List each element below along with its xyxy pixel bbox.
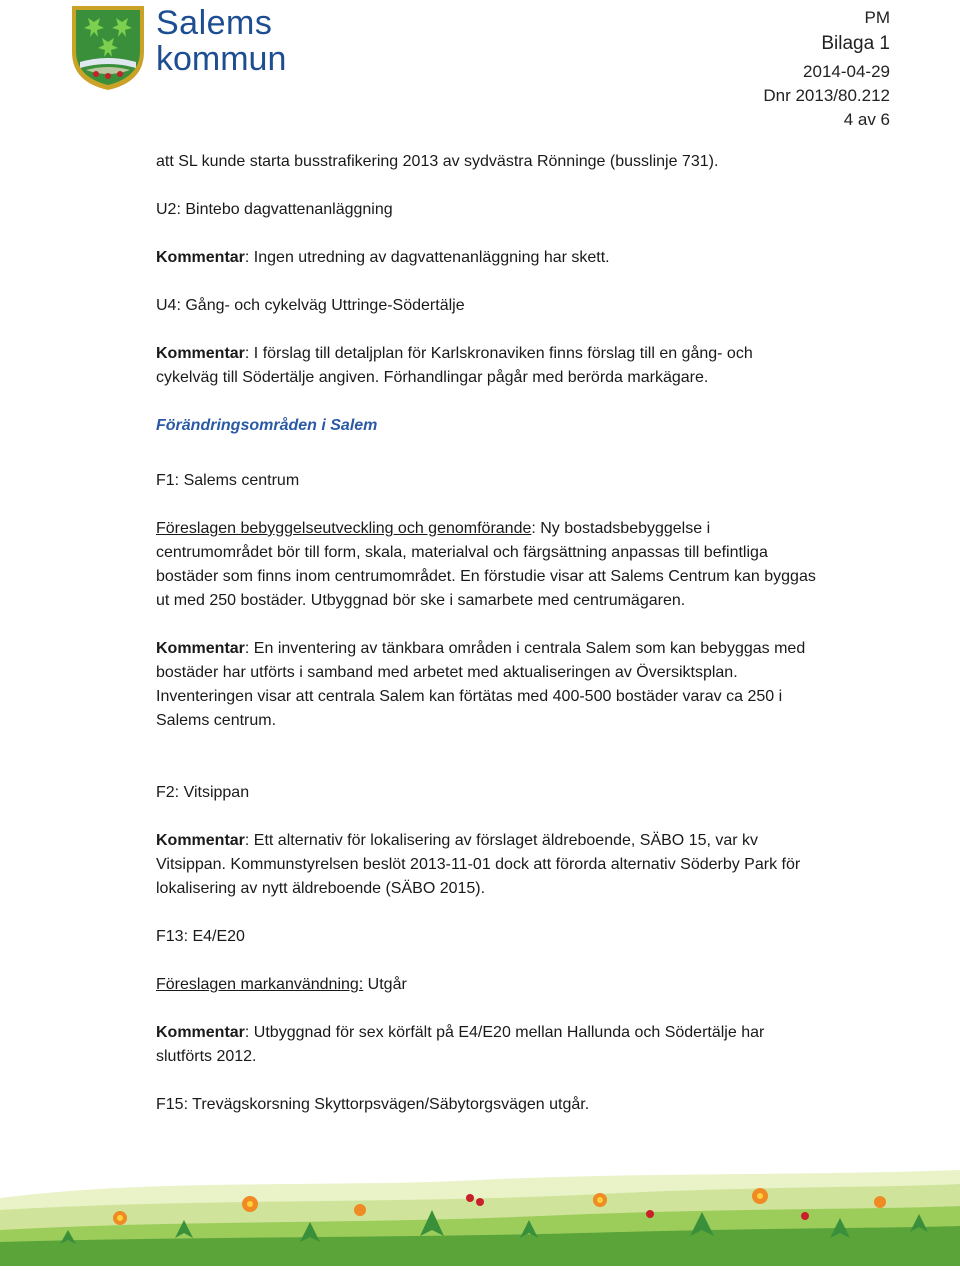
- land-use-label: Föreslagen markanvändning:: [156, 976, 364, 993]
- doc-type: PM: [864, 8, 890, 27]
- u2-title: U2: Bintebo dagvattenanläggning: [156, 201, 393, 218]
- section-heading: Förändringsområden i Salem: [156, 417, 378, 434]
- comment-text: : Utbyggnad för sex körfält på E4/E20 mellan Hallunda och Södertälje har slutförts 2012.: [156, 1024, 765, 1065]
- comment-text: : I förslag till detaljplan för Karlskronaviken finns förslag till en gång- och cykelväg till Södertälje angiven. Förhandlingar pågår med berörda markägare.: [156, 345, 753, 386]
- page-number: 4 av 6: [843, 110, 890, 129]
- comment-label: Kommentar: [156, 1024, 245, 1041]
- logo-line-2: kommun: [156, 40, 287, 78]
- comment-label: Kommentar: [156, 345, 245, 362]
- f2-comment: [156, 829, 816, 901]
- proposal-label: Föreslagen bebyggelseutveckling och genomförande: [156, 520, 532, 537]
- f13-comment: [156, 1021, 816, 1069]
- comment-text: : En inventering av tänkbara områden i centrala Salem som kan bebyggas med bostäder har utförts i samband med arbetet med aktualiseringen av Översiktsplan. Inventeringen visar att centrala Salem kan förtätas med 400-500 bostäder varav ca 250 i Salems centrum.: [156, 640, 806, 729]
- f1-title: F1: Salems centrum: [156, 472, 300, 489]
- comment-label: Kommentar: [156, 832, 245, 849]
- f13-land-use: [156, 973, 816, 997]
- proposal-text: : Ny bostadsbebyggelse i centrumområdet bör till form, skala, materialval och färgsättning anpassas till befintliga bostäder som finns inom centrumområdet. En förstudie visar att Salems Centrum kan byggas ut med 250 bostäder. Utbyggnad bör ske i samarbete med centrumägaren.: [156, 520, 816, 609]
- f1-proposal: [156, 517, 816, 613]
- comment-text: : Ingen utredning av dagvattenanläggning har skett.: [244, 249, 610, 266]
- comment-label: Kommentar: [156, 249, 245, 266]
- meadow-border-icon: [0, 1158, 960, 1266]
- f15-title: F15: Trevägskorsning Skyttorpsvägen/Säbytorgsvägen utgår.: [156, 1096, 590, 1113]
- u2-comment: [156, 246, 816, 270]
- comment-text: : Ett alternativ för lokalisering av förslaget äldreboende, SÄBO 15, var kv Vitsippan. Kommunstyrelsen beslöt 2013-11-01 dock att förorda alternativ Söderby Park för lokalisering av nytt äldreboende (SÄBO 2015).: [156, 832, 801, 897]
- paragraph-bus-line: att SL kunde starta busstrafikering 2013 av sydvästra Rönninge (busslinje 731).: [156, 153, 719, 170]
- reference-number: Dnr 2013/80.212: [763, 86, 890, 105]
- comment-label: Kommentar: [156, 640, 245, 657]
- f1-comment: [156, 637, 816, 733]
- doc-date: 2014-04-29: [803, 62, 890, 81]
- document-body: [156, 150, 816, 1117]
- decorative-footer: [0, 1158, 960, 1266]
- land-use-text: Utgår: [363, 976, 407, 993]
- logo-line-1: Salems: [156, 4, 273, 42]
- u4-comment: [156, 342, 816, 390]
- f13-title: F13: E4/E20: [156, 928, 245, 945]
- attachment-label: Bilaga 1: [821, 33, 890, 54]
- document-meta: [763, 6, 890, 132]
- salems-kommun-logo: [70, 4, 290, 94]
- f2-title: F2: Vitsippan: [156, 784, 250, 801]
- logo-wordmark: [156, 6, 286, 76]
- coat-of-arms-icon: [70, 4, 146, 92]
- u4-title: U4: Gång- och cykelväg Uttringe-Södertälje: [156, 297, 465, 314]
